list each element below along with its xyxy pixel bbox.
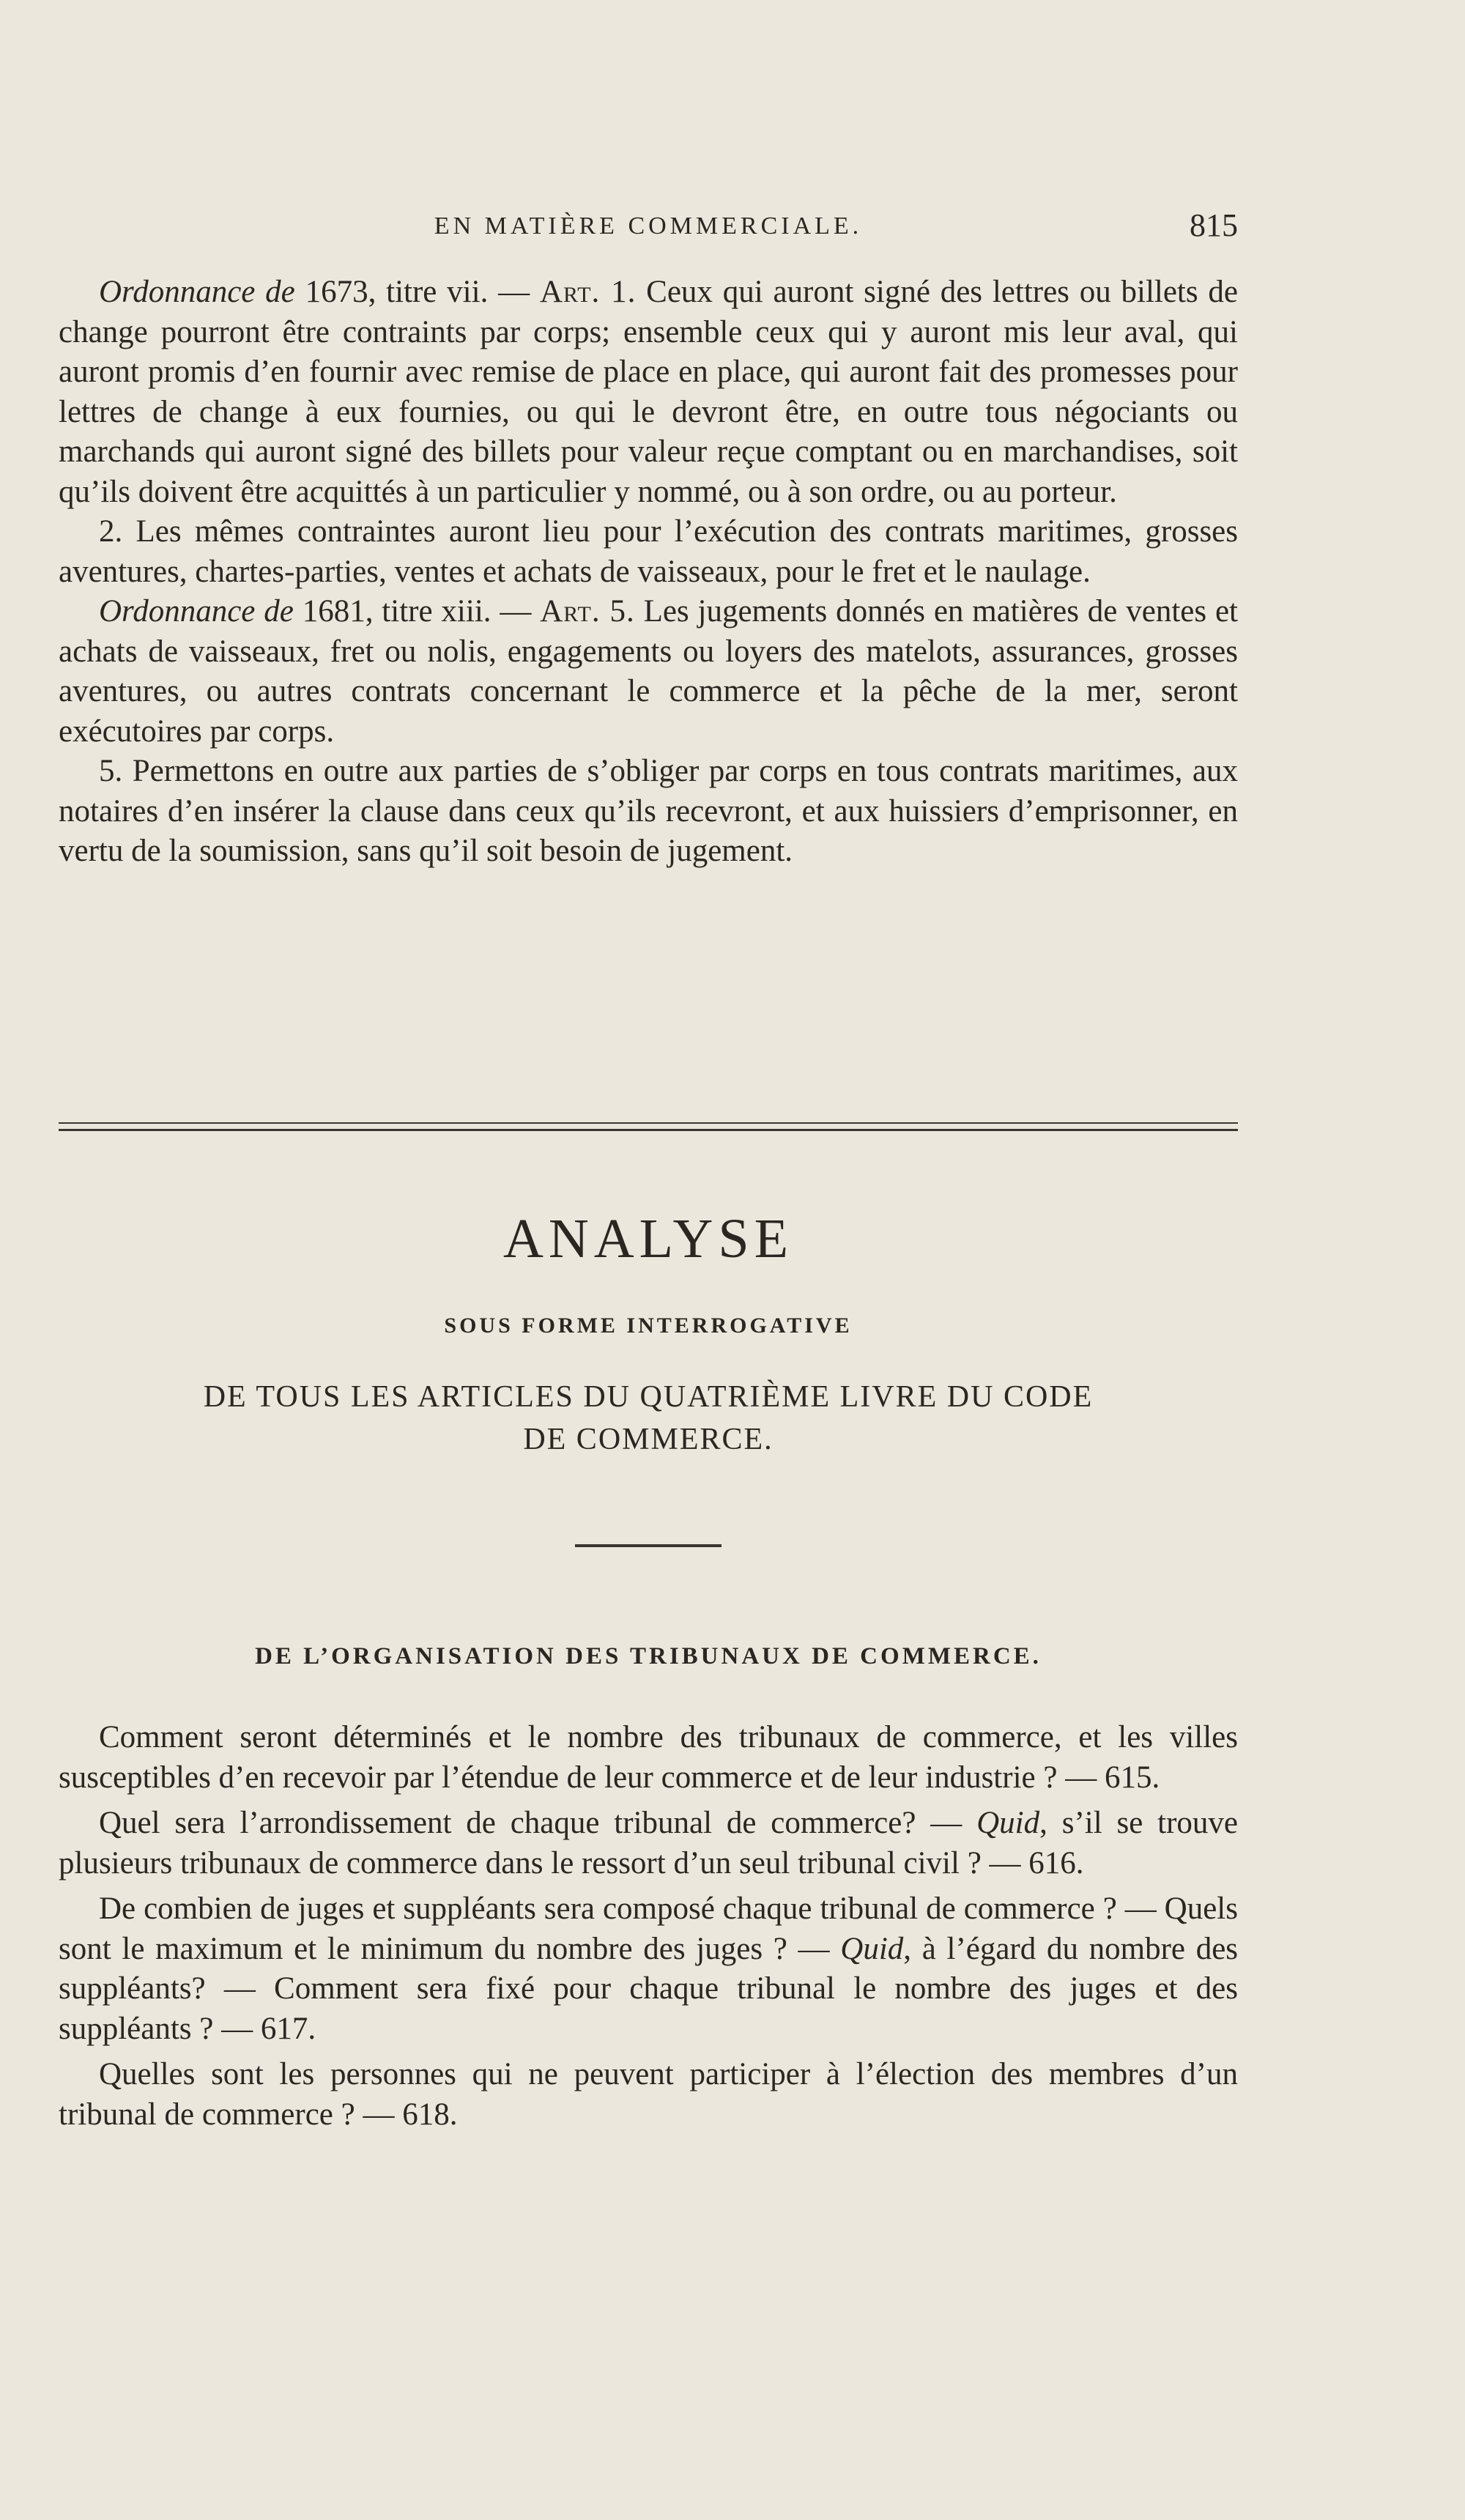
analyse-title: ANALYSE [502,1208,794,1270]
section-heading: DE L’ORGANISATION DES TRIBUNAUX DE COMMERCE. [255,1643,1042,1670]
question-617 [59,1889,1238,2049]
ordonnance-label: Ordonnance de [99,275,295,309]
paragraph-ordonnance-1673 [59,273,1238,512]
ordonnance-label: Ordonnance de [99,594,294,629]
question-618: Quelles sont les personnes qui ne peuvent participer à l’élection des membres d’un tribunal de commerce ? — 618. [59,2057,1238,2132]
paragraph-text: Ceux qui auront signé des lettres ou billets de change pourront être contraints par corps; ensemble ceux qui y auront mis leur aval, qui auront promis d’en fournir avec remise de place en place, qui auront fait des promesses pour lettres de change à eux fournies, ou qui le devront être, en outre tous négociants ou marchands qui auront signé des billets pour valeur reçue comptant ou en marchandises, soit qu’ils doivent être acquittés à un particulier y nommé, ou à son ordre, ou au porteur. [59,275,1239,509]
quid-label: Quid [976,1806,1040,1840]
short-rule-divider [575,1544,722,1547]
question-text: , à l’égard du nombre des suppléants? — Comment sera fixé pour chaque tribunal le nombre des juges et des suppléants ? — 617. [59,1931,1239,2046]
question-text: , s’il se trouve plusieurs tribunaux de commerce dans le ressort d’un seul tribunal civil ? — 616. [59,1806,1239,1880]
article-label: Art. 5. [540,594,635,629]
book-page [59,0,1238,2520]
analyse-heading [59,1376,1238,1461]
questions-section [59,1718,1238,2135]
analyse-heading-line-1: DE TOUS LES ARTICLES DU QUATRIÈME LIVRE DU CODE [203,1380,1094,1414]
analyse-heading-line-2: DE COMMERCE. [523,1423,774,1456]
ordonnance-section [59,273,1238,872]
double-rule-divider [59,1122,1238,1133]
ordonnance-ref: 1673, titre vii. — [294,275,540,309]
paragraph-text: Les jugements donnés en matières de ventes et achats de vaisseaux, fret ou nolis, engagements ou loyers des matelots, assurances, grosses aventures, ou autres contrats concernant le commerce et la pêche de la mer, seront exécutoires par corps. [59,594,1238,749]
question-text: Quel sera l’arrondissement de chaque tribunal de commerce? — [99,1806,977,1840]
question-616 [59,1804,1238,1883]
running-head [59,207,1238,251]
quid-label: Quid [840,1931,904,1966]
ordonnance-ref: 1681, titre xiii. — [293,594,541,629]
article-label: Art. 1. [539,275,637,309]
page-number: 815 [1190,207,1238,243]
question-text: De combien de juges et suppléants sera composé chaque tribunal de commerce ? — Quels sont le maximum et le minimum du nombre des juges ? — [59,1891,1238,1966]
running-title: EN MATIÈRE COMMERCIALE. [434,212,863,240]
analyse-subtitle: SOUS FORME INTERROGATIVE [444,1313,853,1338]
paragraph-article-5: 5. Permettons en outre aux parties de s’obliger par corps en tous contrats maritimes, aux notaires d’en insérer la clause dans ceux qu’ils recevront, et aux huissiers d’emprisonner, en vertu de la soumission, sans qu’il soit besoin de jugement. [59,754,1238,868]
question-615: Comment seront déterminés et le nombre des tribunaux de commerce, et les villes susceptibles d’en recevoir par l’étendue de leur commerce et de leur industrie ? — 615. [59,1720,1238,1795]
paragraph-article-2: 2. Les mêmes contraintes auront lieu pour l’exécution des contrats maritimes, grosses aventures, chartes-parties, ventes et achats de vaisseaux, pour le fret et le naulage. [59,514,1238,589]
paragraph-ordonnance-1681 [59,592,1238,752]
